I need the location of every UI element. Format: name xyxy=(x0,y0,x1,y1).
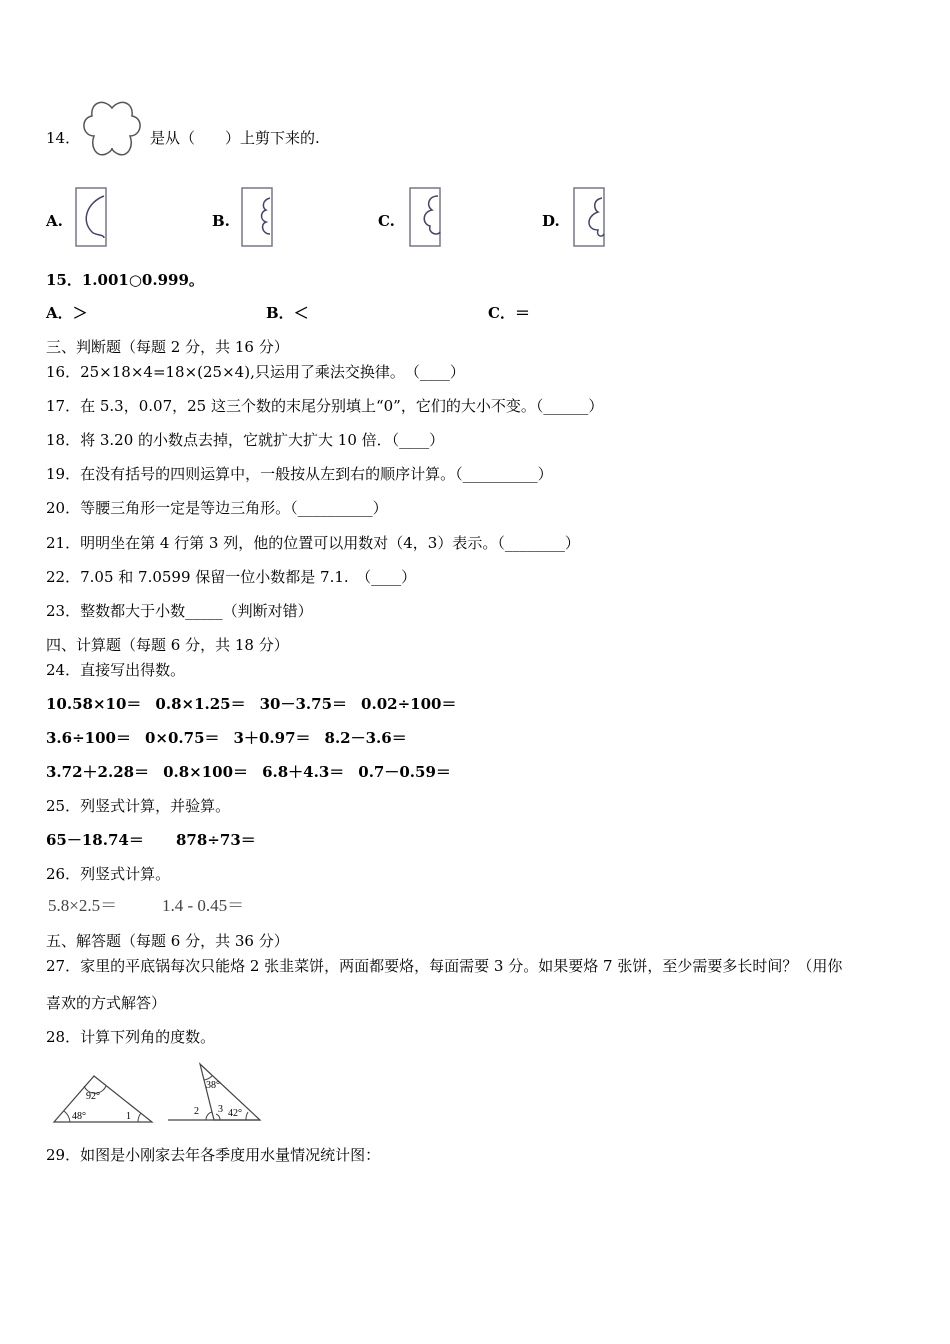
calc-item: 30－3.75＝ xyxy=(259,695,348,713)
fig2-angle-3: 3 xyxy=(218,1104,223,1115)
q25-item-1: 65－18.74＝ xyxy=(46,831,144,849)
fig2-top-angle: 38° xyxy=(206,1080,220,1091)
q15-option-b: B．＜ xyxy=(266,304,309,322)
q23-text: 23．整数都大于小数_____（判断对错） xyxy=(46,602,313,620)
section-4-heading: 四、计算题（每题 6 分，共 18 分） xyxy=(46,636,289,654)
q15-option-c: C．＝ xyxy=(488,304,530,322)
q24-text: 24．直接写出得数。 xyxy=(46,661,186,679)
q19-text: 19．在没有括号的四则运算中，一般按从左到右的顺序计算。（__________） xyxy=(46,465,553,483)
q24-row-1 xyxy=(46,694,470,714)
q14-text: 是从（ ）上剪下来的. xyxy=(150,129,320,147)
fig2-angle-2: 2 xyxy=(194,1106,199,1117)
calc-item: 8.2－3.6＝ xyxy=(324,729,407,747)
calc-item: 3＋0.97＝ xyxy=(233,729,311,747)
q21-text: 21．明明坐在第 4 行第 3 列，他的位置可以用数对（4，3）表示。（________） xyxy=(46,534,580,552)
triangle-figure-2 xyxy=(168,1062,264,1124)
q24-row-2 xyxy=(46,728,421,748)
q26-item-2: 1.4 - 0.45＝ xyxy=(162,896,245,915)
q15-option-a: A．＞ xyxy=(46,304,88,322)
calc-item: 0.8×100＝ xyxy=(163,763,249,781)
calc-item: 0.7－0.59＝ xyxy=(358,763,451,781)
q25-item-2: 878÷73＝ xyxy=(176,831,256,849)
q14-option-b-label: B. xyxy=(212,212,230,230)
calc-item: 0.8×1.25＝ xyxy=(155,695,246,713)
paper-shape-d-icon xyxy=(572,186,608,250)
q14-number: 14． xyxy=(46,129,81,147)
calc-item: 3.6÷100＝ xyxy=(46,729,131,747)
q14-option-d-label: D. xyxy=(542,212,560,230)
calc-item: 0×0.75＝ xyxy=(144,729,220,747)
fig1-right-angle: 1 xyxy=(126,1111,131,1122)
section-5-heading: 五、解答题（每题 6 分，共 36 分） xyxy=(46,932,289,950)
calc-item: 0.02÷100＝ xyxy=(361,695,457,713)
fig1-left-angle: 48° xyxy=(72,1111,86,1122)
clover-shape-icon xyxy=(82,100,142,162)
q27-line-2: 喜欢的方式解答） xyxy=(46,994,167,1012)
q26-item-1: 5.8×2.5＝ xyxy=(48,896,118,915)
q25-text: 25．列竖式计算，并验算。 xyxy=(46,797,231,815)
paper-shape-a-icon xyxy=(74,186,110,250)
q22-text: 22．7.05 和 7.0599 保留一位小数都是 7.1. （____） xyxy=(46,568,417,586)
q14-option-c-label: C. xyxy=(378,212,395,230)
paper-shape-b-icon xyxy=(240,186,276,250)
q17-text: 17．在 5.3，0.07，25 这三个数的末尾分别填上“0”，它们的大小不变。（______） xyxy=(46,397,604,415)
q26-text: 26．列竖式计算。 xyxy=(46,865,171,883)
q14-option-a-label: A. xyxy=(46,212,63,230)
q18-text: 18．将 3.20 的小数点去掉，它就扩大扩大 10 倍．（____） xyxy=(46,431,445,449)
triangle-figure-1 xyxy=(52,1072,156,1128)
q20-text: 20．等腰三角形一定是等边三角形。（__________） xyxy=(46,499,388,517)
q16-text: 16．25×18×4=18×(25×4),只运用了乘法交换律。 （____） xyxy=(46,363,465,381)
fig2-right-angle: 42° xyxy=(228,1108,242,1119)
q29-text: 29．如图是小刚家去年各季度用水量情况统计图： xyxy=(46,1146,381,1164)
paper-shape-c-icon xyxy=(408,186,444,250)
calc-item: 6.8＋4.3＝ xyxy=(262,763,345,781)
calc-item: 10.58×10＝ xyxy=(46,695,142,713)
q24-row-3 xyxy=(46,762,465,782)
fig1-top-angle: 92° xyxy=(86,1091,100,1102)
calc-item: 3.72＋2.28＝ xyxy=(46,763,150,781)
q27-line-1: 27．家里的平底锅每次只能烙 2 张韭菜饼，两面都要烙，每面需要 3 分。如果要烙 7 张饼，至少需要多长时间？（用你 xyxy=(46,957,843,975)
q28-text: 28．计算下列角的度数。 xyxy=(46,1028,216,1046)
section-3-heading: 三、判断题（每题 2 分，共 16 分） xyxy=(46,338,289,356)
q15-text: 15．1.001○0.999。 xyxy=(46,271,204,289)
